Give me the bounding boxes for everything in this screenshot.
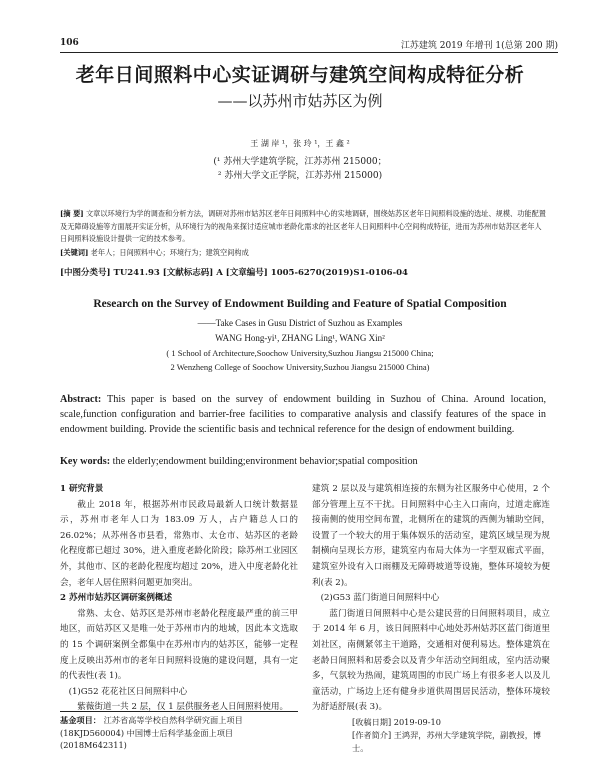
fund-footnote	[60, 711, 298, 752]
abstract-cn-text: 文章以环境行为学的调查和分析方法，调研对苏州市姑苏区老年日间照料中心的实地调研，围绕姑苏区老年日间照料设施的选址、规模、功能配置及无障碍设施等方面展开实证分析，从环境行为的视角来探讨适应城市老龄化需求的社区老年人日间照料中心空间构成特征，进而为苏州市姑苏区老年人日间照料设施设计提供一定的技术参考。	[60, 209, 546, 243]
paragraph: 常熟、太仓、姑苏区是苏州市老龄化程度最严重的前三甲地区，而姑苏区又是唯一处于苏州市内的地域，因此本文选取的 15 个调研案例全都集中在苏州市内的姑苏区，能够一定程度上反映出苏州市的老年日间照料设施的建设问题，具有一定的代表性(表 1)。	[60, 608, 298, 682]
paper-title: 老年日间照料中心实证调研与建筑空间构成特征分析	[75, 64, 525, 86]
paragraph: 截止 2018 年，根据苏州市民政局最新人口统计数据显示，苏州市老年人口为 183.09 万人，占户籍总人口的 26.02%；从苏州各市县看，常熟市、太仓市、姑苏区的老龄化程度都已超过 30%，进入重度老龄化阶段；除苏州工业园区外，其他市、区的老龄化程度均超过 20%，进入中度老龄化社会，老年人居住照料问题更加突出。	[60, 499, 298, 588]
keywords-cn-text: 老年人；日间照料中心；环境行为；建筑空间构成	[90, 248, 249, 257]
author-intro: [作者简介] 王鸿羿，苏州大学建筑学院，副教授，博士。	[352, 730, 542, 753]
journal-issue: 江苏建筑 2019 年增刊 1(总第 200 期)	[400, 41, 558, 51]
abstract-cn	[60, 208, 546, 246]
section-heading-1: 1 研究背景	[60, 484, 104, 494]
keywords-cn-label: [关键词]	[60, 248, 89, 257]
paragraph: 蓝门街道日间照料中心是公建民营的日间照料项目，成立于 2014 年 6 月，该日间照料中心地处苏州姑苏区蓝门街道里刘社区，南侧紧邻主干道路，交通相对便利易达。整体建筑在老龄日间照料和居委会以及青少年活动空间组成，室内活动聚多，气氛较为热闹，建筑周围的市民广场上有很多老人以及儿童活动，广场边上还有健身步道供周围居民活动，整体环境较为舒适舒展(表 3)。	[312, 608, 550, 713]
english-abstract-text: This paper is based on the survey of endowment building in Suzhou of China. Around location, scale,function configuration and barrier-free facilities to comparative analysis and classify features of the space in endowment building. Provide the scientific basis and technical reference for the design of endowment building.	[60, 394, 546, 435]
english-keywords-label: Key words:	[60, 456, 111, 467]
affiliation-1: (¹ 苏州大学建筑学院，江苏苏州 215000；	[213, 157, 387, 167]
paper-subtitle: ——以苏州市姑苏区为例	[217, 92, 383, 110]
english-authors: WANG Hong-yi¹, ZHANG Ling¹, WANG Xin²	[215, 333, 385, 343]
body-column-left	[60, 482, 298, 716]
paragraph: 紫薇街道一共 2 层，仅 1 层供服务老人日间照料使用。	[77, 702, 289, 713]
english-title: Research on the Survey of Endowment Building and Feature of Spatial Composition	[93, 298, 507, 310]
english-subtitle: ——Take Cases in Gusu District of Suzhou as Examples	[197, 318, 403, 328]
running-header	[60, 38, 558, 53]
fund-text: 江苏省高等学校自然科学研究面上项目 (18KJD560004) 中国博士后科学基金面上项目 (2018M642311)	[60, 715, 243, 750]
english-abstract-label: Abstract:	[60, 394, 102, 405]
section-heading-2: 2 苏州市姑苏区调研案例概述	[60, 593, 173, 604]
dates-box	[352, 716, 552, 755]
english-affiliation-2: 2 Wenzheng College of Soochow University,Suzhou Jiangsu 215000 China)	[170, 362, 430, 372]
affiliation-2: ² 苏州大学文正学院，江苏苏州 215000)	[217, 171, 383, 181]
abstract-cn-label: [摘 要]	[60, 209, 84, 218]
page-number: 106	[60, 38, 79, 48]
fund-label: 基金项目：	[60, 715, 101, 725]
authors: 王 湖 岸 ¹，张 玲 ¹，王 鑫 ²	[250, 139, 350, 148]
english-keywords-text: the elderly;endowment building;environment behavior;spatial composition	[112, 456, 418, 467]
subsection-heading: (2)G53 蓝门街道日间照料中心	[320, 593, 440, 604]
received-date: [收稿日期] 2019-09-10	[352, 717, 441, 727]
english-affiliation-1: ( 1 School of Architecture,Soochow University,Suzhou Jiangsu 215000 China;	[166, 348, 434, 358]
english-keywords	[60, 456, 546, 467]
keywords-cn	[60, 248, 546, 258]
body-column-right	[312, 482, 550, 716]
english-abstract	[60, 392, 546, 437]
paragraph: 建筑 2 层以及与建筑相连接的东侧为社区服务中心使用，2 个部分管理上互不干扰。日间照料中心主入口南向，过道走廊连接南侧的使用空间布置，北侧所在的建筑的西侧为辅助空间，设置了一个较大的用于集体娱乐的活动室，建筑区域呈现为规制横向呈现长方形，建筑室内布局大体为一字型双廊式平面，建筑室外设有入口雨棚及无障碍坡道等设施，整体环境较为便利(表 2)。	[312, 484, 550, 588]
classification-line: [中图分类号] TU241.93 [文献标志码] A [文章编号] 1005-6270(2019)S1-0106-04	[60, 268, 408, 278]
subsection-heading: (1)G52 花花社区日间照料中心	[68, 686, 188, 697]
